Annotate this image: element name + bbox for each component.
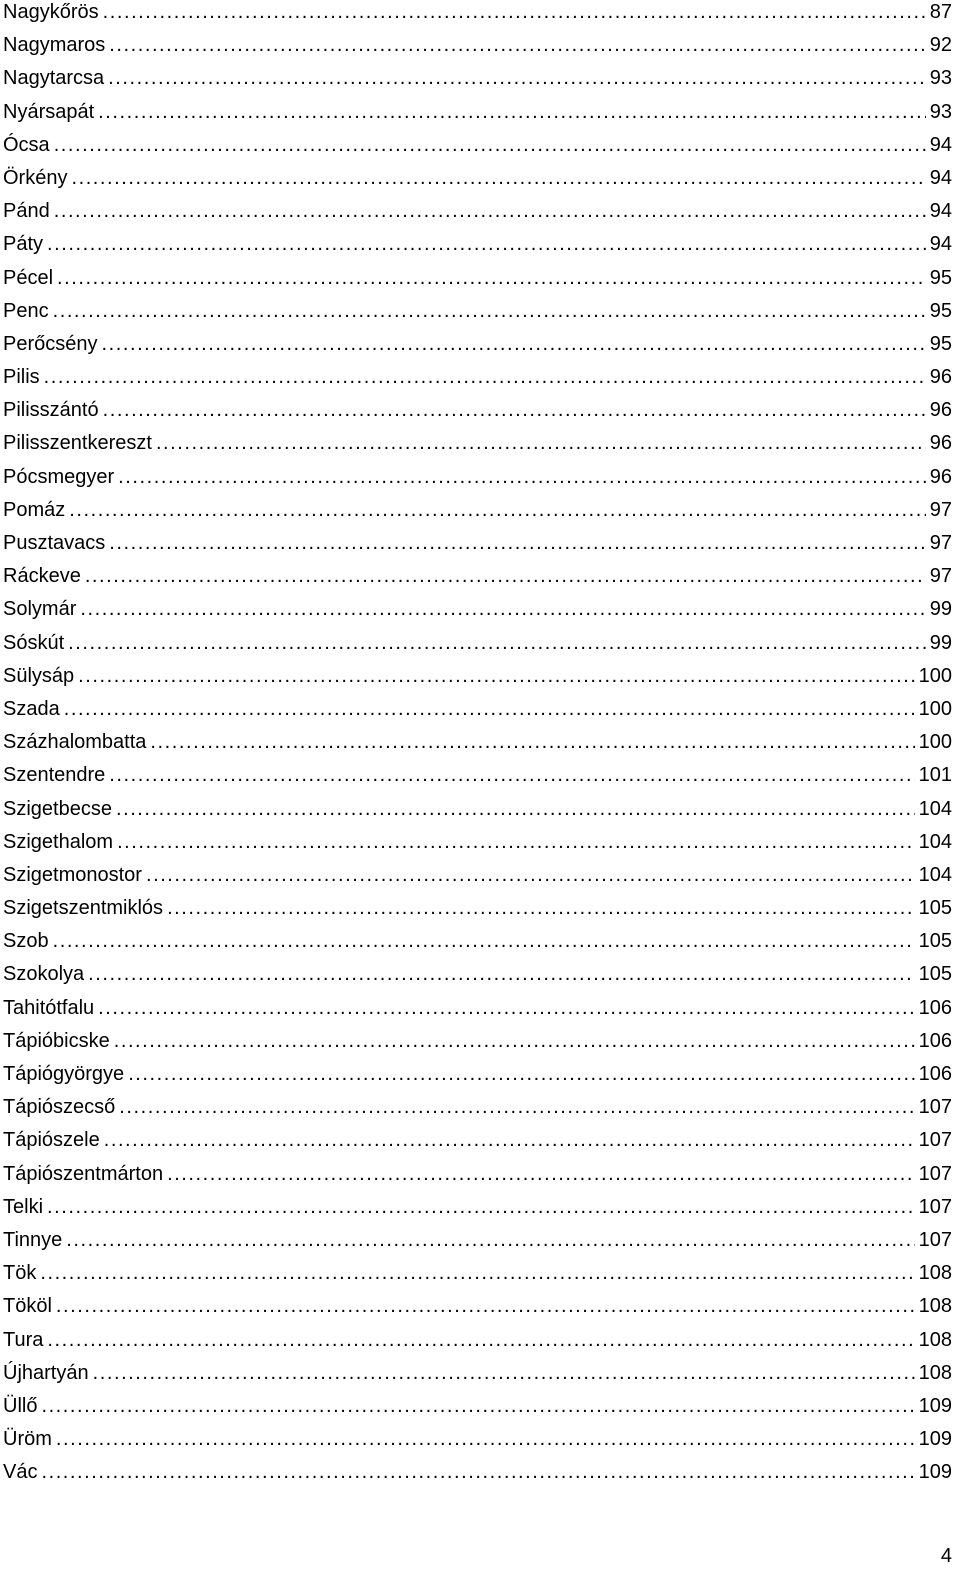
toc-entry-name: Pécel <box>3 266 54 289</box>
toc-entry-page: 107 <box>918 1096 952 1119</box>
toc-entry-name: Tököl <box>3 1295 52 1318</box>
toc-entry[interactable] <box>3 564 952 597</box>
toc-dot-leader <box>116 797 915 821</box>
toc-entry-page: 92 <box>929 34 952 57</box>
toc-dot-leader <box>56 1427 915 1451</box>
toc-entry[interactable] <box>3 365 952 398</box>
toc-entry-page: 100 <box>918 731 952 754</box>
toc-entry[interactable] <box>3 1029 952 1062</box>
toc-dot-leader <box>68 631 926 655</box>
toc-entry-page: 104 <box>918 797 952 820</box>
toc-entry-name: Pusztavacs <box>3 532 106 554</box>
toc-entry[interactable] <box>3 797 952 830</box>
toc-entry-name: Telki <box>3 1195 44 1218</box>
toc-entry[interactable] <box>3 266 952 299</box>
toc-entry-page: 107 <box>918 1195 952 1218</box>
toc-dot-leader <box>78 664 914 688</box>
toc-dot-leader <box>47 232 926 256</box>
toc-dot-leader <box>85 564 926 588</box>
toc-dot-leader <box>109 531 925 555</box>
toc-entry-page: 94 <box>929 233 952 256</box>
toc-dot-leader <box>47 1195 915 1219</box>
toc-entry-name: Szigetszentmiklós <box>3 897 164 920</box>
toc-dot-leader <box>98 996 914 1020</box>
toc-entry-page: 87 <box>929 1 952 23</box>
toc-entry-page: 96 <box>929 465 952 488</box>
toc-entry-name: Tápiószecső <box>3 1096 116 1119</box>
toc-dot-leader <box>103 398 926 422</box>
toc-dot-leader <box>54 133 926 157</box>
toc-entry-page: 93 <box>929 100 952 123</box>
toc-entry-name: Vác <box>3 1461 38 1484</box>
toc-entry-name: Nagymaros <box>3 34 106 57</box>
toc-entry[interactable] <box>3 1394 952 1427</box>
toc-entry[interactable] <box>3 996 952 1029</box>
toc-entry-name: Tápiószele <box>3 1129 100 1152</box>
toc-entry-name: Sülysáp <box>3 664 75 687</box>
toc-entry[interactable] <box>3 100 952 133</box>
toc-entry[interactable] <box>3 531 952 564</box>
toc-entry-name: Ráckeve <box>3 565 81 588</box>
toc-entry-page: 106 <box>918 1063 952 1085</box>
toc-dot-leader <box>41 1460 914 1484</box>
toc-entry-page: 95 <box>929 299 952 322</box>
toc-entry-name: Szigethalom <box>3 830 114 853</box>
toc-entry-name: Nagytarcsa <box>3 67 105 90</box>
toc-entry-page: 104 <box>918 863 952 886</box>
toc-dot-leader <box>128 1062 914 1086</box>
toc-entry-page: 99 <box>929 598 952 621</box>
toc-entry[interactable] <box>3 863 952 896</box>
toc-entry-name: Perőcsény <box>3 332 98 355</box>
toc-entry-page: 94 <box>929 133 952 156</box>
toc-entry[interactable] <box>3 962 952 995</box>
toc-entry-page: 107 <box>918 1162 952 1185</box>
toc-entry-page: 109 <box>918 1394 952 1417</box>
toc-entry[interactable] <box>3 1095 952 1128</box>
toc-dot-leader <box>54 199 926 223</box>
toc-dot-leader <box>108 66 926 90</box>
toc-entry-page: 101 <box>918 764 952 787</box>
toc-entry[interactable] <box>3 929 952 962</box>
toc-dot-leader <box>156 431 926 455</box>
toc-entry[interactable] <box>3 232 952 265</box>
table-of-contents <box>3 0 952 1493</box>
toc-dot-leader <box>104 1128 915 1152</box>
toc-entry[interactable] <box>3 0 952 33</box>
toc-entry[interactable] <box>3 33 952 66</box>
toc-entry-page: 107 <box>918 1129 952 1152</box>
toc-entry-name: Szigetbecse <box>3 797 112 820</box>
toc-entry-name: Tápióbicske <box>3 1029 110 1052</box>
toc-dot-leader <box>71 166 925 190</box>
toc-entry-name: Ócsa <box>3 133 50 156</box>
toc-dot-leader <box>146 863 915 887</box>
toc-dot-leader <box>47 1328 914 1352</box>
toc-entry[interactable] <box>3 431 952 464</box>
toc-entry[interactable] <box>3 1294 952 1327</box>
toc-dot-leader <box>64 697 915 721</box>
toc-entry[interactable] <box>3 1261 952 1294</box>
toc-dot-leader <box>102 332 926 356</box>
toc-entry-page: 100 <box>918 664 952 687</box>
toc-entry-name: Szada <box>3 697 60 720</box>
toc-entry[interactable] <box>3 763 952 796</box>
toc-entry-name: Tinnye <box>3 1228 63 1251</box>
toc-entry-name: Százhalombatta <box>3 731 147 754</box>
toc-entry[interactable] <box>3 1162 952 1195</box>
toc-entry-page: 96 <box>929 432 952 455</box>
toc-entry-page: 96 <box>929 399 952 422</box>
toc-entry-name: Pilisszentkereszt <box>3 432 152 455</box>
toc-entry[interactable] <box>3 498 952 531</box>
toc-entry-name: Tápiógyörgye <box>3 1063 125 1085</box>
toc-entry-page: 108 <box>918 1295 952 1318</box>
toc-entry-name: Pánd <box>3 200 50 223</box>
toc-entry-page: 95 <box>929 266 952 289</box>
toc-entry-name: Szentendre <box>3 764 106 787</box>
toc-entry-name: Örkény <box>3 166 68 189</box>
toc-dot-leader <box>41 1394 914 1418</box>
toc-entry-name: Újhartyán <box>3 1361 89 1384</box>
toc-entry[interactable] <box>3 398 952 431</box>
toc-dot-leader <box>57 266 926 290</box>
toc-entry-name: Penc <box>3 299 49 322</box>
toc-entry[interactable] <box>3 332 952 365</box>
toc-dot-leader <box>109 33 925 57</box>
toc-dot-leader <box>93 1361 915 1385</box>
toc-entry-page: 100 <box>918 697 952 720</box>
toc-dot-leader <box>80 597 925 621</box>
toc-dot-leader <box>53 299 926 323</box>
toc-entry-page: 105 <box>918 930 952 953</box>
toc-entry-name: Pilisszántó <box>3 399 99 422</box>
toc-entry-page: 108 <box>918 1328 952 1351</box>
toc-entry-page: 106 <box>918 996 952 1019</box>
toc-entry-name: Szigetmonostor <box>3 863 142 886</box>
toc-entry-page: 96 <box>929 366 952 389</box>
toc-dot-leader <box>98 100 926 124</box>
toc-entry-page: 97 <box>929 565 952 588</box>
page-number: 4 <box>940 1545 952 1567</box>
toc-entry-name: Nagykőrös <box>3 1 99 23</box>
toc-entry-page: 95 <box>929 332 952 355</box>
toc-dot-leader <box>167 896 915 920</box>
toc-entry[interactable] <box>3 133 952 166</box>
toc-entry-page: 97 <box>929 498 952 521</box>
toc-entry[interactable] <box>3 199 952 232</box>
toc-dot-leader <box>167 1162 915 1186</box>
toc-entry[interactable] <box>3 730 952 763</box>
toc-entry-page: 105 <box>918 963 952 986</box>
toc-entry-page: 108 <box>918 1262 952 1285</box>
toc-entry-name: Szokolya <box>3 963 85 986</box>
toc-entry[interactable] <box>3 1228 952 1261</box>
toc-entry-name: Pilis <box>3 366 40 389</box>
toc-entry-page: 109 <box>918 1461 952 1484</box>
toc-entry[interactable] <box>3 1460 952 1493</box>
toc-entry-name: Pócsmegyer <box>3 465 115 488</box>
toc-entry[interactable] <box>3 166 952 199</box>
toc-entry[interactable] <box>3 1361 952 1394</box>
toc-entry-name: Tápiószentmárton <box>3 1162 164 1185</box>
toc-entry[interactable] <box>3 1328 952 1361</box>
toc-entry[interactable] <box>3 465 952 498</box>
toc-dot-leader <box>69 498 926 522</box>
toc-dot-leader <box>118 465 926 489</box>
toc-entry[interactable] <box>3 664 952 697</box>
toc-entry-page: 94 <box>929 166 952 189</box>
toc-entry-name: Solymár <box>3 598 77 621</box>
toc-dot-leader <box>119 1095 914 1119</box>
toc-entry-name: Tök <box>3 1262 37 1285</box>
toc-entry-page: 108 <box>918 1361 952 1384</box>
toc-dot-leader <box>88 962 914 986</box>
toc-dot-leader <box>53 929 915 953</box>
toc-entry-name: Sóskút <box>3 631 65 654</box>
toc-dot-leader <box>114 1029 915 1053</box>
toc-entry[interactable] <box>3 830 952 863</box>
toc-entry-page: 94 <box>929 200 952 223</box>
toc-entry[interactable] <box>3 1195 952 1228</box>
toc-entry[interactable] <box>3 299 952 332</box>
toc-entry-page: 93 <box>929 67 952 90</box>
toc-entry-name: Tahitótfalu <box>3 996 95 1019</box>
toc-entry[interactable] <box>3 1062 952 1095</box>
toc-entry[interactable] <box>3 1427 952 1460</box>
toc-entry-name: Üröm <box>3 1428 52 1451</box>
toc-entry-page: 97 <box>929 532 952 554</box>
toc-entry-name: Pomáz <box>3 498 66 521</box>
toc-entry[interactable] <box>3 1128 952 1161</box>
toc-dot-leader <box>103 0 926 24</box>
toc-dot-leader <box>109 763 914 787</box>
toc-entry-page: 99 <box>929 631 952 654</box>
toc-entry-page: 104 <box>918 830 952 853</box>
toc-dot-leader <box>40 1261 914 1285</box>
toc-dot-leader <box>44 365 926 389</box>
toc-dot-leader <box>56 1294 915 1318</box>
toc-entry-name: Üllő <box>3 1394 38 1417</box>
toc-entry[interactable] <box>3 597 952 630</box>
toc-entry[interactable] <box>3 631 952 664</box>
toc-dot-leader <box>150 730 914 754</box>
toc-entry-name: Tura <box>3 1328 44 1351</box>
toc-entry-page: 109 <box>918 1428 952 1451</box>
toc-entry[interactable] <box>3 697 952 730</box>
toc-entry-page: 105 <box>918 897 952 920</box>
toc-entry[interactable] <box>3 896 952 929</box>
toc-dot-leader <box>66 1228 914 1252</box>
toc-entry-page: 106 <box>918 1029 952 1052</box>
toc-entry-name: Páty <box>3 233 44 256</box>
toc-entry-name: Szob <box>3 930 49 953</box>
toc-entry[interactable] <box>3 66 952 99</box>
toc-entry-page: 107 <box>918 1228 952 1251</box>
toc-dot-leader <box>117 830 915 854</box>
toc-entry-name: Nyársapát <box>3 100 95 123</box>
